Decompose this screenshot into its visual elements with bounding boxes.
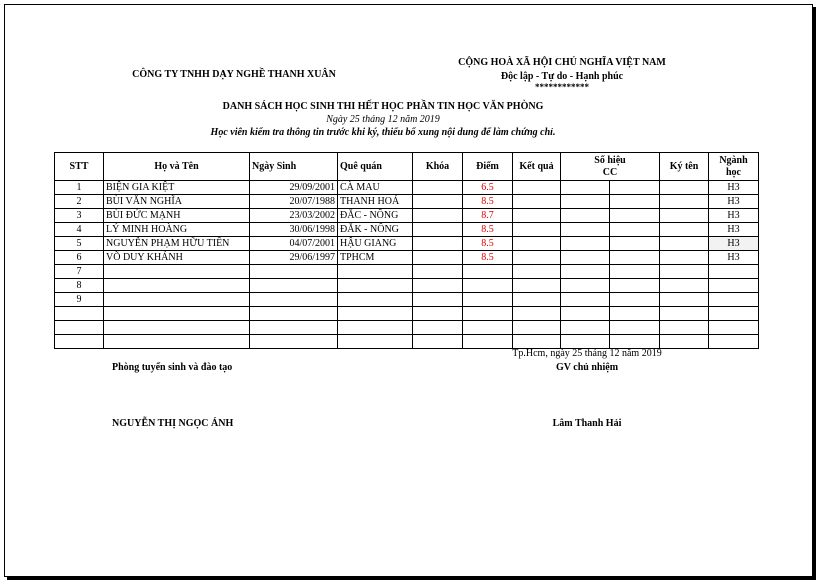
cell-score [463, 279, 513, 293]
cell-stt [55, 335, 104, 349]
cell-cert [610, 223, 660, 237]
col-cert [561, 153, 660, 181]
col-name: Họ và Tên [104, 153, 250, 181]
cell-sign [660, 321, 709, 335]
footer-left-name: NGUYỄN THỊ NGỌC ÁNH [112, 418, 234, 429]
cell-cert [561, 321, 610, 335]
cell-result [513, 279, 561, 293]
footer-place-date: Tp.Hcm, ngày 25 tháng 12 năm 2019 [512, 348, 662, 359]
col-hometown: Quê quán [338, 153, 413, 181]
cell-sign [660, 181, 709, 195]
cell-dob [250, 307, 338, 321]
cell-course [413, 335, 463, 349]
cell-name [104, 293, 250, 307]
cell-course [413, 321, 463, 335]
cell-sign [660, 265, 709, 279]
cell-major: H3 [709, 209, 759, 223]
cell-course [413, 307, 463, 321]
cell-name: BÙI ĐỨC MẠNH [104, 209, 250, 223]
footer-left-role: Phòng tuyển sinh và đào tạo [112, 362, 233, 373]
cell-cert [561, 223, 610, 237]
cell-result [513, 307, 561, 321]
cell-name [104, 307, 250, 321]
cell-sign [660, 251, 709, 265]
nation-title: CỘNG HOÀ XÃ HỘI CHỦ NGHĨA VIỆT NAM [458, 57, 666, 68]
cell-sign [660, 307, 709, 321]
cell-score [463, 293, 513, 307]
cell-score: 8.5 [463, 223, 513, 237]
cell-cert [561, 293, 610, 307]
cell-dob: 20/07/1988 [250, 195, 338, 209]
cell-score: 8.5 [463, 237, 513, 251]
cell-cert [610, 307, 660, 321]
cell-cert [610, 335, 660, 349]
cell-hometown: ĐẮC - NÔNG [338, 209, 413, 223]
cell-result [513, 251, 561, 265]
document-page [4, 4, 813, 577]
cell-cert [561, 279, 610, 293]
cell-major [709, 335, 759, 349]
cell-dob: 23/03/2002 [250, 209, 338, 223]
cell-dob [250, 265, 338, 279]
cell-cert [561, 209, 610, 223]
cell-result [513, 265, 561, 279]
cell-major: H3 [709, 237, 759, 251]
col-score: Điểm [463, 153, 513, 181]
company-name: CÔNG TY TNHH DẠY NGHỀ THANH XUÂN [132, 69, 336, 80]
cell-hometown [338, 265, 413, 279]
cell-score [463, 265, 513, 279]
cell-stt: 5 [55, 237, 104, 251]
cell-major [709, 293, 759, 307]
cell-stt: 9 [55, 293, 104, 307]
cell-major: H3 [709, 223, 759, 237]
cell-result [513, 223, 561, 237]
cell-dob [250, 293, 338, 307]
cell-cert [610, 181, 660, 195]
cell-name: NGUYỄN PHẠM HỮU TIẾN [104, 237, 250, 251]
table-row [55, 209, 759, 223]
cell-cert [610, 279, 660, 293]
cell-name: BIỆN GIA KIỆT [104, 181, 250, 195]
cell-stt: 3 [55, 209, 104, 223]
table-row [55, 265, 759, 279]
cell-sign [660, 293, 709, 307]
cell-cert [610, 237, 660, 251]
cell-dob: 29/06/1997 [250, 251, 338, 265]
cell-dob [250, 279, 338, 293]
cell-name [104, 279, 250, 293]
cell-cert [610, 265, 660, 279]
cell-name [104, 321, 250, 335]
cell-name [104, 265, 250, 279]
cell-course [413, 181, 463, 195]
table-row [55, 237, 759, 251]
cell-major [709, 321, 759, 335]
cell-cert [561, 195, 610, 209]
cell-hometown [338, 335, 413, 349]
cell-sign [660, 223, 709, 237]
cell-result [513, 209, 561, 223]
cell-hometown: TPHCM [338, 251, 413, 265]
cell-score: 8.5 [463, 251, 513, 265]
cell-dob: 04/07/2001 [250, 237, 338, 251]
cell-dob: 30/06/1998 [250, 223, 338, 237]
cell-name: BÙI VĂN NGHĨA [104, 195, 250, 209]
cell-stt: 4 [55, 223, 104, 237]
col-cert-line2: CC [602, 166, 618, 178]
table-row [55, 181, 759, 195]
col-course: Khóa [413, 153, 463, 181]
cell-stt: 6 [55, 251, 104, 265]
student-table [54, 152, 759, 349]
cell-major: H3 [709, 181, 759, 195]
cell-course [413, 251, 463, 265]
cell-major: H3 [709, 251, 759, 265]
stars-divider: ************ [535, 82, 589, 92]
cell-cert [561, 237, 610, 251]
cell-dob [250, 321, 338, 335]
cell-hometown: ĐẮK - NÔNG [338, 223, 413, 237]
col-stt: STT [55, 153, 104, 181]
col-cert-line1: Số hiệu [594, 154, 626, 166]
cell-result [513, 195, 561, 209]
cell-sign [660, 335, 709, 349]
table-row [55, 195, 759, 209]
cell-cert [561, 181, 610, 195]
cell-major [709, 265, 759, 279]
nation-motto: Độc lập - Tự do - Hạnh phúc [500, 71, 624, 82]
cell-score: 6.5 [463, 181, 513, 195]
table-row [55, 307, 759, 321]
cell-hometown: CÀ MAU [338, 181, 413, 195]
table-row [55, 251, 759, 265]
cell-major [709, 307, 759, 321]
cell-name: LÝ MINH HOÀNG [104, 223, 250, 237]
footer-right-name: Lâm Thanh Hải [552, 418, 622, 429]
cell-course [413, 293, 463, 307]
document-title: DANH SÁCH HỌC SINH THI HẾT HỌC PHẦN TIN HỌC VĂN PHÒNG [222, 101, 544, 112]
cell-cert [610, 321, 660, 335]
cell-cert [610, 195, 660, 209]
cell-cert [610, 209, 660, 223]
cell-stt: 7 [55, 265, 104, 279]
cell-major [709, 279, 759, 293]
cell-stt: 1 [55, 181, 104, 195]
table-row [55, 279, 759, 293]
col-major [709, 153, 759, 181]
cell-result [513, 335, 561, 349]
cell-name [104, 335, 250, 349]
table-row [55, 223, 759, 237]
document-note: Học viên kiểm tra thông tin trước khi ký, thiếu bổ xung nội dung để làm chứng chỉ. [210, 127, 556, 138]
cell-result [513, 181, 561, 195]
cell-result [513, 237, 561, 251]
table-row [55, 293, 759, 307]
cell-result [513, 321, 561, 335]
cell-hometown [338, 293, 413, 307]
cell-score: 8.5 [463, 195, 513, 209]
cell-cert [610, 293, 660, 307]
cell-score [463, 321, 513, 335]
cell-stt [55, 321, 104, 335]
cell-cert [561, 265, 610, 279]
footer-right-role: GV chủ nhiệm [555, 362, 619, 373]
cell-stt: 2 [55, 195, 104, 209]
cell-score [463, 307, 513, 321]
col-result: Kết quả [513, 153, 561, 181]
cell-course [413, 195, 463, 209]
col-dob: Ngày Sinh [250, 153, 338, 181]
col-major-line2: học [726, 166, 741, 178]
cell-sign [660, 195, 709, 209]
cell-course [413, 279, 463, 293]
cell-major: H3 [709, 195, 759, 209]
cell-sign [660, 279, 709, 293]
cell-course [413, 237, 463, 251]
cell-course [413, 223, 463, 237]
cell-stt [55, 307, 104, 321]
cell-score: 8.7 [463, 209, 513, 223]
document-date: Ngày 25 tháng 12 năm 2019 [326, 114, 440, 125]
cell-cert [610, 251, 660, 265]
cell-dob [250, 335, 338, 349]
cell-hometown: THANH HOÁ [338, 195, 413, 209]
cell-hometown: HẬU GIANG [338, 237, 413, 251]
table-row [55, 335, 759, 349]
cell-score [463, 335, 513, 349]
cell-cert [561, 307, 610, 321]
col-major-line1: Ngành [719, 154, 748, 166]
col-sign: Ký tên [660, 153, 709, 181]
cell-sign [660, 209, 709, 223]
cell-cert [561, 335, 610, 349]
cell-dob: 29/09/2001 [250, 181, 338, 195]
cell-hometown [338, 279, 413, 293]
cell-name: VÕ DUY KHÁNH [104, 251, 250, 265]
table-header-row [55, 153, 759, 181]
table-row [55, 321, 759, 335]
cell-result [513, 293, 561, 307]
cell-hometown [338, 307, 413, 321]
cell-sign [660, 237, 709, 251]
cell-hometown [338, 321, 413, 335]
cell-course [413, 209, 463, 223]
cell-stt: 8 [55, 279, 104, 293]
cell-course [413, 265, 463, 279]
cell-cert [561, 251, 610, 265]
